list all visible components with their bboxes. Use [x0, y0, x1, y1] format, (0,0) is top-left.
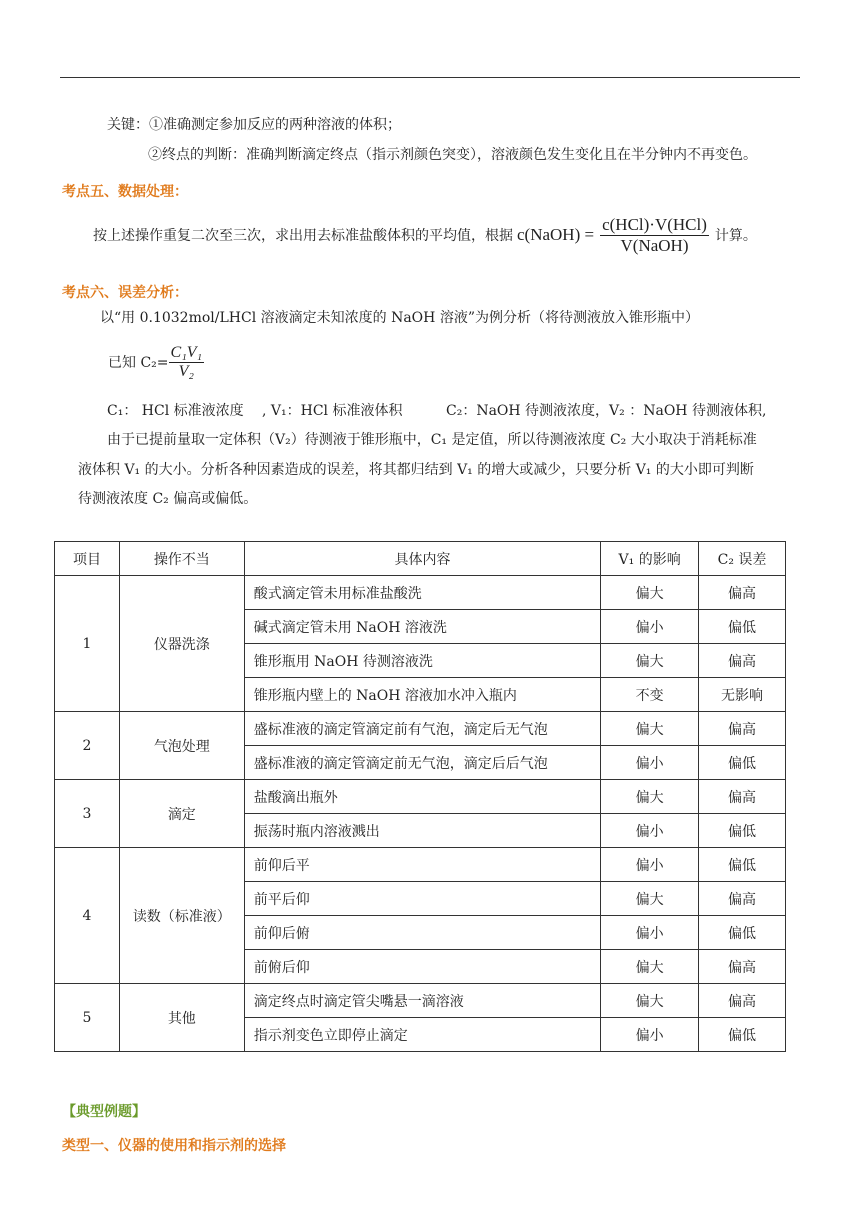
- examples-heading: 【典型例题】: [62, 1104, 146, 1120]
- c2-error-cell: 偏高: [699, 780, 786, 814]
- header-c2-error: C₂ 误差: [699, 542, 786, 576]
- item-number: 4: [55, 848, 120, 984]
- table-row: [55, 576, 786, 610]
- c2-error-cell: 无影响: [699, 678, 786, 712]
- formula-numerator: c(HCl)·V(HCl): [602, 214, 707, 234]
- item-number: 3: [55, 780, 120, 848]
- content-cell: 振荡时瓶内溶液溅出: [244, 814, 600, 848]
- c2-error-cell: 偏高: [699, 950, 786, 984]
- section6-intro: 以“用 0.1032mol/LHCl 溶液滴定未知浓度的 NaOH 溶液”为例分析（将待测液放入锥形瓶中）: [100, 310, 699, 326]
- c2-error-cell: 偏高: [699, 984, 786, 1018]
- paragraph-line-3: 待测液浓度 C₂ 偏高或偏低。: [78, 491, 258, 507]
- v1-effect-cell: 偏大: [601, 780, 699, 814]
- content-cell: 酸式滴定管未用标准盐酸洗: [244, 576, 600, 610]
- item-number: 1: [55, 576, 120, 712]
- c2-error-cell: 偏低: [699, 746, 786, 780]
- operation-category: 气泡处理: [119, 712, 244, 780]
- section5-paragraph: [93, 213, 757, 257]
- formula-denominator: V(NaOH): [620, 235, 689, 255]
- content-cell: 滴定终点时滴定管尖嘴悬一滴溶液: [244, 984, 600, 1018]
- header-v1-effect: V₁ 的影响: [601, 542, 699, 576]
- c2-error-cell: 偏低: [699, 848, 786, 882]
- def-v1: , V₁：HCl 标准液体积: [262, 403, 403, 419]
- c2-error-cell: 偏低: [699, 916, 786, 950]
- c2-error-cell: 偏高: [699, 576, 786, 610]
- v1-effect-cell: 偏大: [601, 712, 699, 746]
- content-cell: 盛标准液的滴定管滴定前有气泡，滴定后无气泡: [244, 712, 600, 746]
- operation-category: 读数（标准液）: [119, 848, 244, 984]
- section6-heading: 考点六、误差分析：: [62, 285, 188, 301]
- table-row: [55, 780, 786, 814]
- c2-error-cell: 偏低: [699, 814, 786, 848]
- def-c1: C₁： HCl 标准液浓度: [107, 403, 244, 419]
- content-cell: 前俯后仰: [244, 950, 600, 984]
- item-number: 2: [55, 712, 120, 780]
- content-cell: 锥形瓶内壁上的 NaOH 溶液加水冲入瓶内: [244, 678, 600, 712]
- operation-category: 其他: [119, 984, 244, 1052]
- known-prefix: 已知 C₂=: [108, 355, 169, 371]
- error-analysis-table: [54, 541, 786, 1052]
- content-cell: 盐酸滴出瓶外: [244, 780, 600, 814]
- v1-effect-cell: 偏大: [601, 984, 699, 1018]
- c2-error-cell: 偏高: [699, 882, 786, 916]
- key-point-line-2: ②终点的判断：准确判断滴定终点（指示剂颜色突变），溶液颜色发生变化且在半分钟内不再变色。: [148, 147, 757, 163]
- section5-heading: 考点五、数据处理：: [62, 184, 188, 200]
- v1-effect-cell: 偏小: [601, 610, 699, 644]
- def-c2: C₂：NaOH 待测液浓度，V₂ ：NaOH 待测液体积,: [446, 403, 767, 419]
- content-cell: 前仰后俯: [244, 916, 600, 950]
- v1-effect-cell: 偏小: [601, 1018, 699, 1052]
- v1-effect-cell: 偏小: [601, 746, 699, 780]
- content-cell: 指示剂变色立即停止滴定: [244, 1018, 600, 1052]
- c2-error-cell: 偏低: [699, 1018, 786, 1052]
- known-fraction: [169, 344, 205, 381]
- operation-category: 滴定: [119, 780, 244, 848]
- formula-fraction: [600, 215, 709, 256]
- v1-effect-cell: 偏小: [601, 916, 699, 950]
- section5-text-after: 计算。: [714, 228, 757, 244]
- content-cell: 前平后仰: [244, 882, 600, 916]
- content-cell: 盛标准液的滴定管滴定前无气泡，滴定后后气泡: [244, 746, 600, 780]
- c2-error-cell: 偏低: [699, 610, 786, 644]
- paragraph-line-2: 液体积 V₁ 的大小。分析各种因素造成的误差，将其都归结到 V₁ 的增大或减少，只要分析 V₁ 的大小即可判断: [78, 462, 754, 478]
- item-number: 5: [55, 984, 120, 1052]
- v1-effect-cell: 偏小: [601, 848, 699, 882]
- formula-lhs: c(NaOH) =: [517, 225, 595, 244]
- v1-effect-cell: 偏大: [601, 644, 699, 678]
- v1-effect-cell: 偏大: [601, 950, 699, 984]
- v1-effect-cell: 不变: [601, 678, 699, 712]
- key-point-line-1: 关键：①准确测定参加反应的两种溶液的体积；: [107, 117, 401, 133]
- content-cell: 碱式滴定管未用 NaOH 溶液洗: [244, 610, 600, 644]
- header-operation: 操作不当: [119, 542, 244, 576]
- content-cell: 锥形瓶用 NaOH 待测溶液洗: [244, 644, 600, 678]
- c2-error-cell: 偏高: [699, 712, 786, 746]
- v1-effect-cell: 偏大: [601, 576, 699, 610]
- section5-text-before: 按上述操作重复二次至三次，求出用去标准盐酸体积的平均值，根据: [93, 228, 513, 244]
- header-rule: [60, 77, 800, 78]
- operation-category: 仪器洗涤: [119, 576, 244, 712]
- v1-effect-cell: 偏大: [601, 882, 699, 916]
- known-formula: [108, 338, 204, 386]
- table-row: [55, 984, 786, 1018]
- header-content: 具体内容: [244, 542, 600, 576]
- v1-effect-cell: 偏小: [601, 814, 699, 848]
- content-cell: 前仰后平: [244, 848, 600, 882]
- table-row: [55, 712, 786, 746]
- table-row: [55, 848, 786, 882]
- c2-error-cell: 偏高: [699, 644, 786, 678]
- table-header-row: [55, 542, 786, 576]
- example-type-1-heading: 类型一、仪器的使用和指示剂的选择: [62, 1138, 286, 1154]
- paragraph-line-1: 由于已提前量取一定体积（V₂）待测液于锥形瓶中，C₁ 是定值，所以待测液浓度 C₂ 大小取决于消耗标准: [107, 432, 757, 448]
- known-denominator: V₂: [178, 362, 194, 380]
- known-numerator: C₁V₁: [170, 343, 203, 361]
- header-item: 项目: [55, 542, 120, 576]
